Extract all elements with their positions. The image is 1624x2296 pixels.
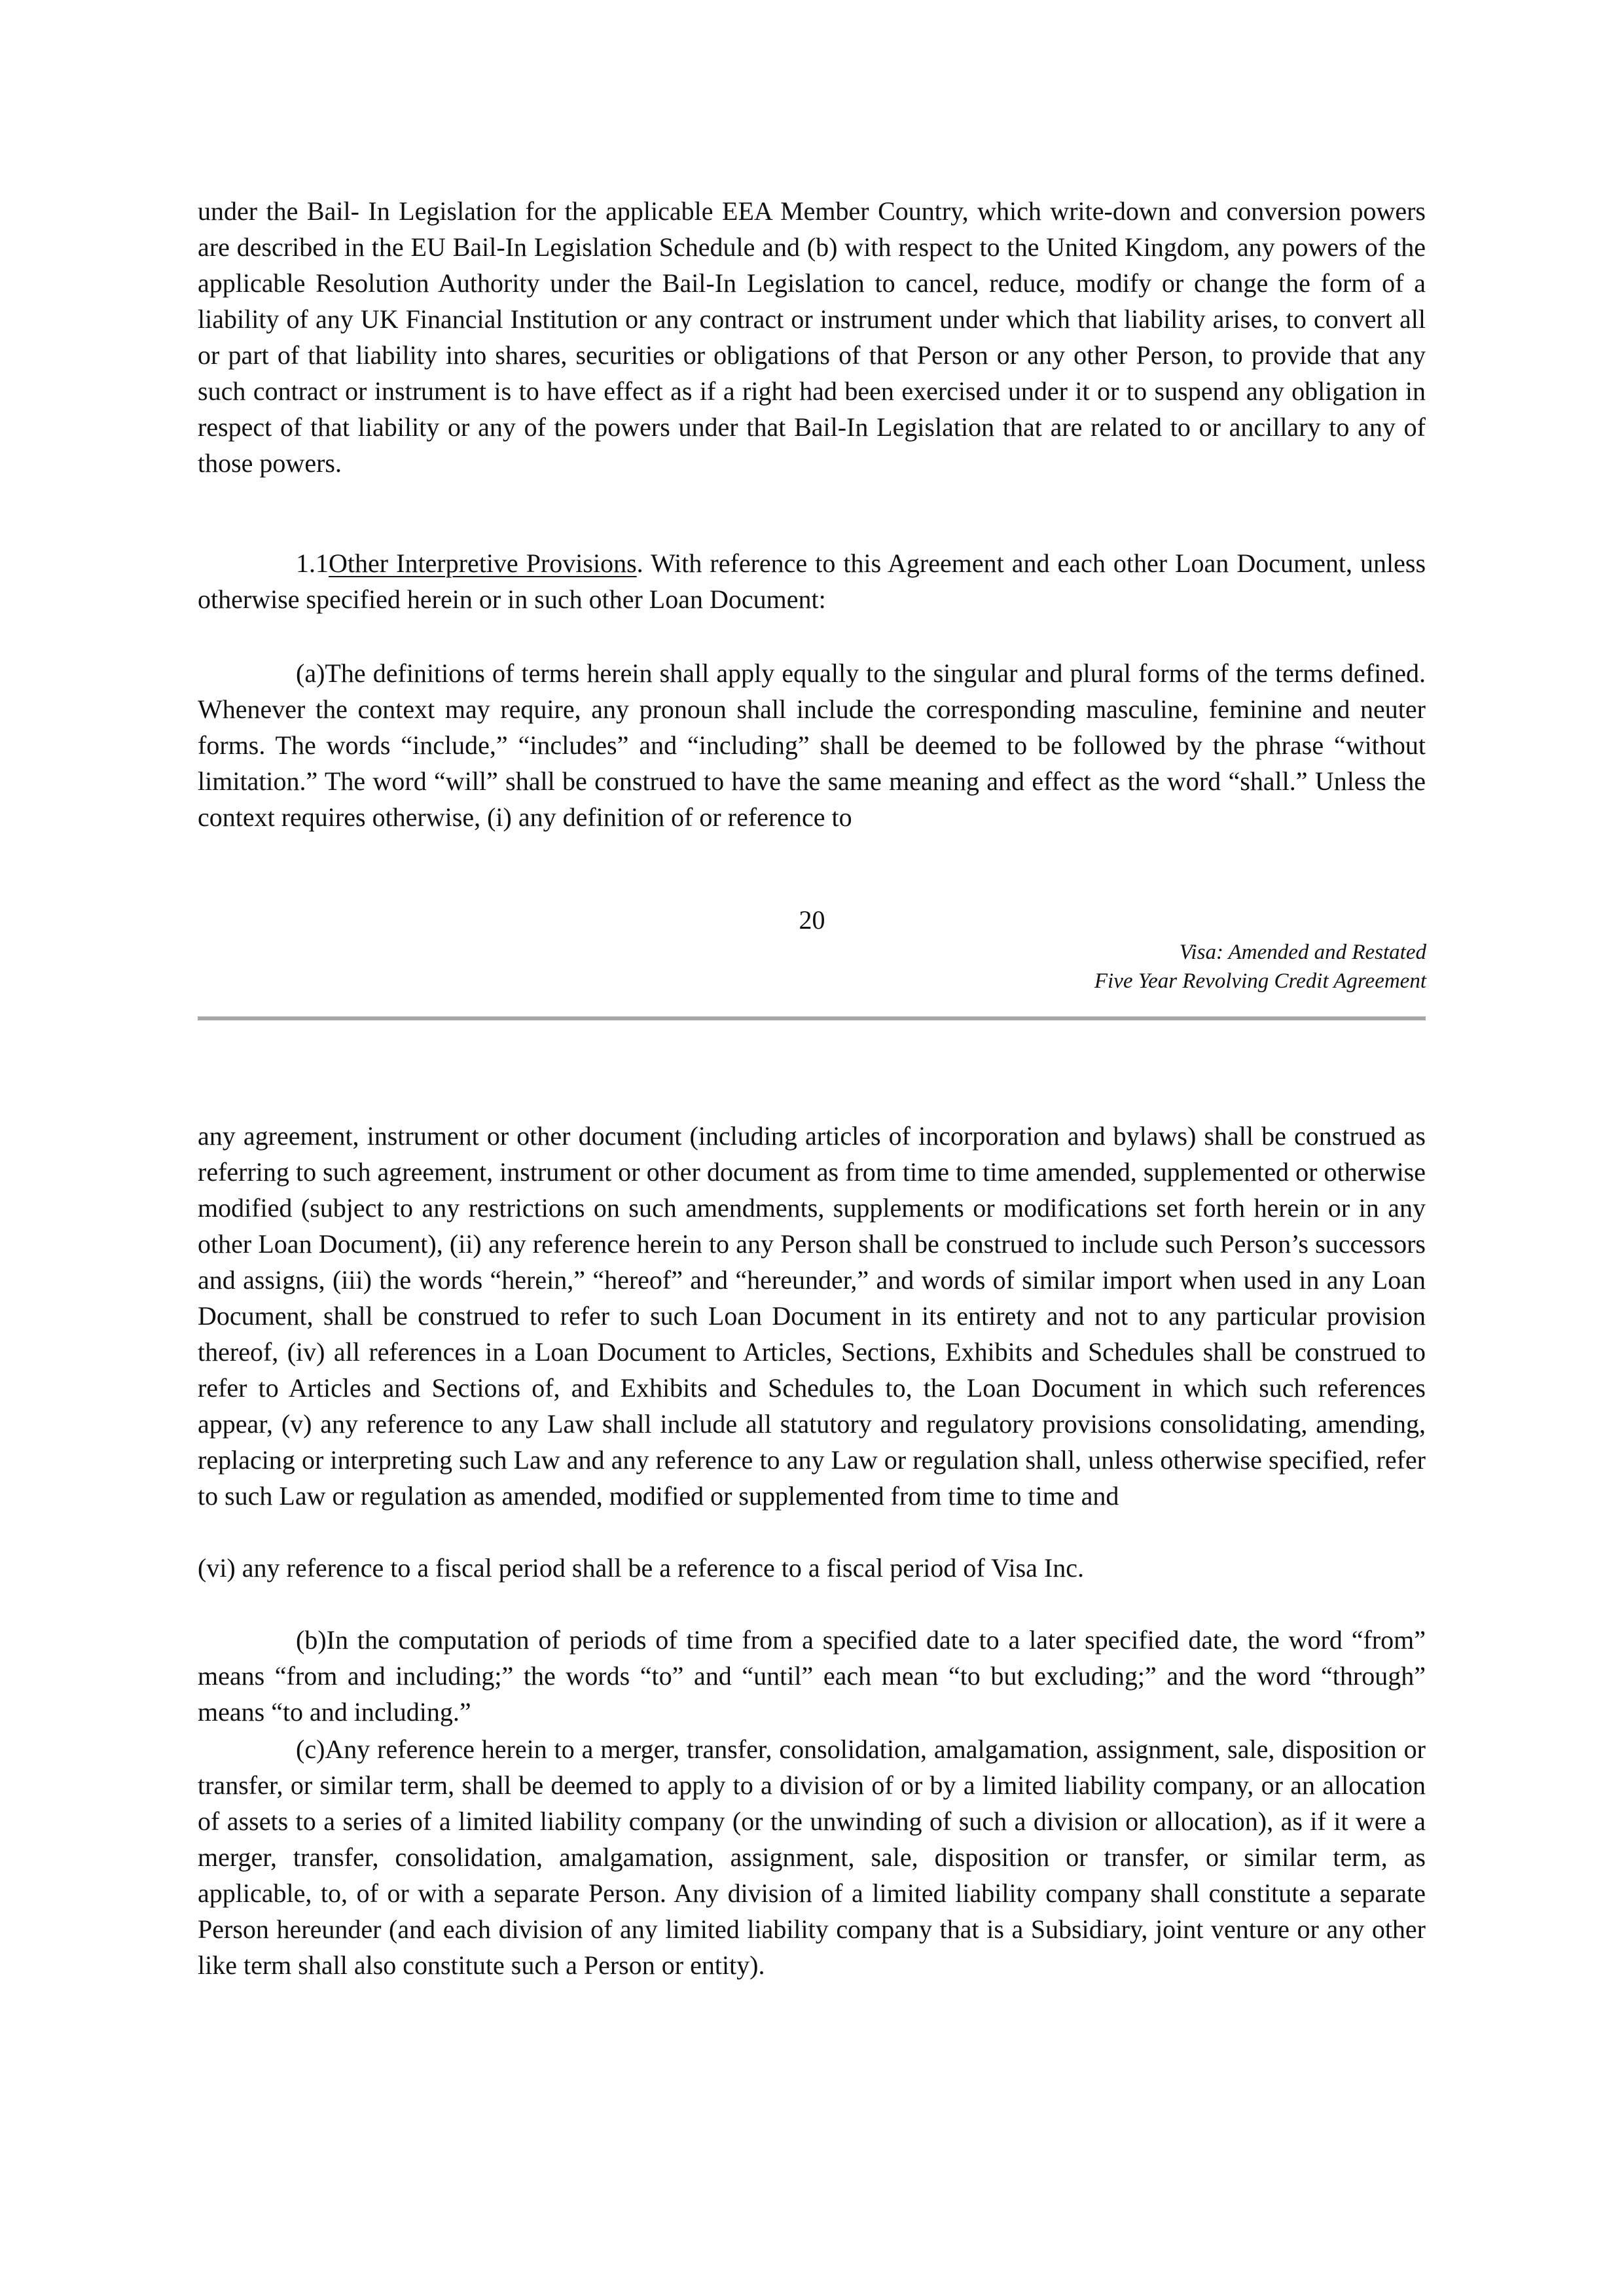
clause-c-paragraph: (c)Any reference herein to a merger, transfer, consolidation, amalgamation, assignment, sale, disposition or transfer, or similar term, shall be deemed to apply to a division of or by a limited liability company, or an allocation of assets to a series of a limited liability company (or the unwinding of such a division or allocation), as if it were a merger, transfer, consolidation, amalgamation, assignment, sale, disposition or transfer, or similar term, as applicable, to, of or with a separate Person. Any division of a limited liability company shall constitute a separate Person hereunder (and each division of any limited liability company that is a Subsidiary, joint venture or any other like term shall also constitute such a Person or entity). [198,1734,1426,1980]
clause-a-item-vi: (vi) any reference to a fiscal period shall be a reference to a fiscal period of Visa Inc. [198,1553,1084,1583]
section-number: 1.1 [296,548,329,578]
footer-title-line1: Visa: Amended and Restated [1179,941,1426,964]
page-separator [198,1016,1426,1020]
page-number: 20 [799,905,825,935]
clause-a-paragraph: (a)The definitions of terms herein shall apply equally to the singular and plural forms of the terms defined. Whenever the context may require, any pronoun shall include the corresponding masculine, feminine and neuter forms. The words “include,” “includes” and “including” shall be deemed to be followed by the phrase “without limitation.” The word “will” shall be construed to have the same meaning and effect as the word “shall.” Unless the context requires otherwise, (i) any definition of or reference to [198,658,1426,832]
footer-title-line2: Five Year Revolving Credit Agreement [1094,969,1426,993]
section-1-1-paragraph [198,545,1426,617]
section-intro-text: . With reference to this Agreement and each other Loan Document, unless otherwise specified herein or in such other Loan Document: [198,548,1426,614]
section-heading: Other Interpretive Provisions [329,548,637,578]
clause-b-paragraph: (b)In the computation of periods of time from a specified date to a later specified date, the word “from” means “from and including;” the words “to” and “until” each mean “to but excluding;” and the word “through” means “to and including.” [198,1625,1426,1727]
clause-a-continuation: any agreement, instrument or other document (including articles of incorporation and bylaws) shall be construed as referring to such agreement, instrument or other document as from time to time amended, supplemented or otherwise modified (subject to any restrictions on such amendments, supplements or modifications set forth herein or in any other Loan Document), (ii) any reference herein to any Person shall be construed to include such Person’s successors and assigns, (iii) the words “herein,” “hereof” and “hereunder,” and words of similar import when used in any Loan Document, shall be construed to refer to such Loan Document in its entirety and not to any particular provision thereof, (iv) all references in a Loan Document to Articles, Sections, Exhibits and Schedules shall be construed to refer to Articles and Sections of, and Exhibits and Schedules to, the Loan Document in which such references appear, (v) any reference to any Law shall include all statutory and regulatory provisions consolidating, amending, replacing or interpreting such Law and any reference to any Law or regulation shall, unless otherwise specified, refer to such Law or regulation as amended, modified or supplemented from time to time and [198,1121,1426,1511]
paragraph-bail-in-continuation: under the Bail- In Legislation for the applicable EEA Member Country, which write-down and conversion powers are described in the EU Bail-In Legislation Schedule and (b) with respect to the United Kingdom, any powers of the applicable Resolution Authority under the Bail-In Legislation to cancel, reduce, modify or change the form of a liability of any UK Financial Institution or any contract or instrument under which that liability arises, to convert all or part of that liability into shares, securities or obligations of that Person or any other Person, to provide that any such contract or instrument is to have effect as if a right had been exercised under it or to suspend any obligation in respect of that liability or any of the powers under that Bail-In Legislation that are related to or ancillary to any of those powers. [198,196,1426,478]
